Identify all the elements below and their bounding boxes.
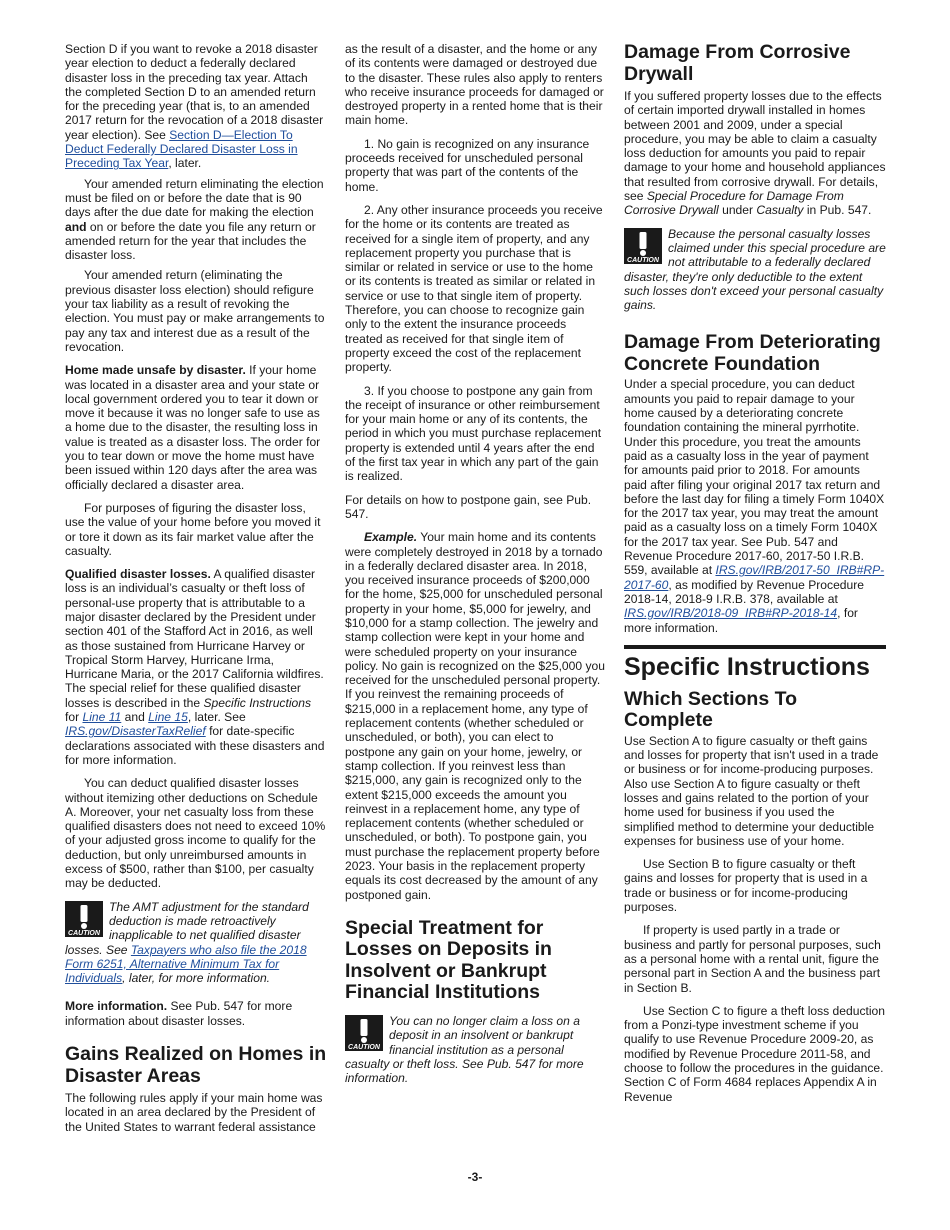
line-15-link[interactable]: Line 15 xyxy=(148,710,188,725)
column-1 xyxy=(65,42,327,1140)
paragraph: as the result of a disaster, and the home or any of its contents were damaged or destroyed due to the disaster. These rules also apply to renters who receive insurance proceeds for damaged or destroyed property in a rented home that is their main home. xyxy=(345,42,604,128)
caution-icon xyxy=(65,901,103,937)
paragraph: For details on how to postpone gain, see Pub. 547. xyxy=(345,492,592,521)
section-heading-concrete: Damage From Deteriorating Concrete Foundation xyxy=(624,331,881,375)
caution-note: CAUTION You can no longer claim a loss on a deposit in an insolvent or bankrupt financial institution as a personal casualty or theft loss. See Pub. 547 for more information. xyxy=(345,1013,584,1086)
caution-label: CAUTION xyxy=(68,929,100,937)
disaster-tax-relief-link[interactable]: IRS.gov/DisasterTaxRelief xyxy=(65,724,206,739)
run-in-heading: More information. xyxy=(65,999,168,1014)
paragraph: Qualified disaster losses. A qualified disaster loss is an individual’s casualty or theft loss of personal-use property that is attributable to a major disaster declared by the President under section 401 of the Stafford Act in 2016, as well as those sustained from Hurricane Harvey or Tropical Storm Harvey, Hurricane Irma, Hurricane Maria, or the 2017 California wildfires. The special relief for these qualified disaster losses is described in the Specific Instructions for Line 11 and Line 15, later. See IRS.gov/DisasterTaxRelief for date-specific declarations associated with these disasters and for more information. xyxy=(65,567,325,767)
example-label: Example. xyxy=(364,530,418,545)
caution-label: CAUTION xyxy=(348,1043,380,1051)
caution-note: CAUTION The AMT adjustment for the standard deduction is made retroactively inapplicable to net qualified disaster losses. See Taxpayers who also file the 2018 Form 6251, Alternative Minimum Tax for Individuals, later, for more information. xyxy=(65,899,309,986)
caution-icon xyxy=(624,228,662,264)
specific-instructions-heading: Specific Instructions xyxy=(624,652,870,681)
rp-2017-60-link[interactable]: IRS.gov/IRB/2017-50_IRB#RP-2017-60 xyxy=(624,563,885,592)
paragraph: Home made unsafe by disaster. If your home was located in a disaster area and your state or local government ordered you to tear it down or move it because it was no longer safe to use as a home due to the disaster, the resulting loss in value is treated as a disaster loss. The order for you to tear down or move the home must have been issued within 120 days after the area was officially declared a disaster area. xyxy=(65,363,321,492)
run-in-heading: Home made unsafe by disaster. xyxy=(65,363,246,378)
paragraph: Use Section B to figure casualty or theft gains and losses for property that is used in a trade or business or for income-producing purposes. xyxy=(624,857,868,915)
heading-rule xyxy=(624,645,886,649)
section-heading-gains: Gains Realized on Homes in Disaster Areas xyxy=(65,1043,327,1087)
paragraph: Use Section A to figure casualty or theft gains and losses for property that isn't used in a trade or business or for income-producing purposes. Also use Section A to figure casualty or theft losses and gains related to the portion of your home used for business if you used the simplified method to determine your deductible expenses for business use of your home. xyxy=(624,733,879,848)
section-heading-drywall: Damage From Corrosive Drywall xyxy=(624,41,851,85)
column-2 xyxy=(345,42,606,1093)
column-3 xyxy=(624,42,886,1110)
paragraph: Your amended return eliminating the election must be filed on or before the date that is 90 days after the due date for making the election and on or before the date you file any return or amended return for the year that includes the disaster loss. xyxy=(65,176,324,263)
paragraph: For purposes of figuring the disaster loss, use the value of your home before you moved it or tore it down as its fair market value after the casualty. xyxy=(65,500,321,558)
line-11-link[interactable]: Line 11 xyxy=(82,710,122,725)
paragraph: If property is used partly in a trade or business and partly for personal purposes, such as a personal home with a rental unit, figure the personal part in Section A and the business part in Section B. xyxy=(624,923,881,995)
paragraph: You can deduct qualified disaster losses without itemizing other deductions on Schedule A. Moreover, your net casualty loss from these qualified disasters does not need to exceed 10% of your adjusted gross income to qualify for the deduction, but only unreimbursed amounts in excess of $500, rather than $100, per casualty may be deducted. xyxy=(65,776,326,891)
section-heading-which-sections: Which Sections To Complete xyxy=(624,687,797,732)
caution-icon xyxy=(345,1015,383,1051)
rule-3: 3. If you choose to postpone any gain from the receipt of insurance or other reimbursement for your main home or any of its contents, the period in which you must purchase replacement property is extended until 4 years after the end of the first tax year in which any part of the gain is realized. xyxy=(345,383,602,484)
rule-1: 1. No gain is recognized on any insurance proceeds received for unscheduled personal property that was part of the contents of the home. xyxy=(345,136,590,194)
paragraph: Your amended return (eliminating the previous disaster loss election) should refigure your tax liability as a result of revoking the election. You must pay or make arrangements to pay any tax and interest due as a result of the revocation. xyxy=(65,268,325,354)
paragraph: More information. See Pub. 547 for more information about disaster losses. xyxy=(65,999,293,1028)
paragraph: If you suffered property losses due to the effects of certain imported drywall installed in homes between 2001 and 2009, under a special procedure, you may be able to claim a casualty loss deduction for amounts you paid to repair damage to your home and household appliances that resulted from corrosive drywall. For details, see Special Procedure for Damage From Corrosive Drywall under Casualty in Pub. 547. xyxy=(624,89,886,218)
run-in-heading: Qualified disaster losses. xyxy=(65,567,211,582)
example-paragraph: Example. Your main home and its contents were completely destroyed in 2018 by a tornado in a federally declared disaster area. In 2018, you received insurance proceeds of $200,000 for the home, $25,000 for unscheduled personal property in your home, $5,000 for jewelry, and $10,000 for a stamp collection. The jewelry and stamp collection were kept in your home and were scheduled property on your insurance policy. No gain is recognized on the $25,000 you received for the unscheduled personal property. If you reinvest the remaining proceeds of $215,000 in a replacement home, any type of replacement contents (whether scheduled or unscheduled, or both), you can elect to postpone any gain on your home, jewelry, or stamp collection. If you reinvest less than $215,000, any gain is recognized only to the extent $215,000 exceeds the amount you reinvest in a replacement home, any type of replacement contents (whether scheduled or unscheduled, or both). To postpone gain, you must purchase the replacement property before 2023. Your basis in the replacement property equals its cost decreased by the amount of any postponed gain. xyxy=(345,530,605,902)
rule-2: 2. Any other insurance proceeds you receive for the home or its contents are treated as received for a single item of property, and any replacement property you purchase that is similar or related in service or use to the home or its contents is treated as similar or related in service or use to that single item of property. Therefore, you can choose to recognize gain only to the extent the insurance proceeds treated as received for that single item of property exceed the cost of the replacement property. xyxy=(345,202,603,375)
section-heading-special-treatment: Special Treatment for Losses on Deposits in Insolvent or Bankrupt Financial Institutions xyxy=(345,916,552,1004)
paragraph: Use Section C to figure a theft loss deduction from a Ponzi-type investment scheme if you qualify to use Revenue Procedure 2009-20, as modified by Revenue Procedure 2011-58, and choose to follow the procedures in the guidance. Section C of Form 4684 replaces Appendix A in Revenue xyxy=(624,1003,886,1104)
paragraph: The following rules apply if your main home was located in an area declared by the President of the United States to warrant federal assistance xyxy=(65,1091,323,1134)
caution-label: CAUTION xyxy=(627,256,659,264)
paragraph: Under a special procedure, you can deduct amounts you paid to repair damage to your home caused by a deteriorating concrete foundation containing the mineral pyrrhotite. Under this procedure, you treat the amounts paid as a casualty loss in the year of payment for amounts paid prior to 2018. For amounts paid after filing your original 2017 tax return and before the last day for filing a timely Form 1040X for the 2017 tax year, you may treat the amount paid as a casualty loss on a timely Form 1040X for the 2017 tax year. See Pub. 547 and Revenue Procedure 2017-60, 2017-50 I.R.B. 559, available at IRS.gov/IRB/2017-50_IRB#RP-2017-60, as modified by Revenue Procedure 2018-14, 2018-9 I.R.B. 378, available at IRS.gov/IRB/2018-09_IRB#RP-2018-14, for more information. xyxy=(624,377,885,635)
paragraph: Section D if you want to revoke a 2018 disaster year election to deduct a federally declared disaster loss in the preceding tax year. Attach the completed Section D to an amended return for the preceding year (that is, to an amended 2017 return for the revocation of a 2018 disaster year election). See Section D—Election To Deduct Federally Declared Disaster Loss in Preceding Tax Year, later. xyxy=(65,42,324,171)
section-d-link[interactable]: Section D—Election To Deduct Federally Declared Disaster Loss in Preceding Tax Year xyxy=(65,127,298,171)
page-number: -3- xyxy=(467,1170,483,1184)
rp-2018-14-link[interactable]: IRS.gov/IRB/2018-09_IRB#RP-2018-14 xyxy=(624,606,838,621)
caution-note: CAUTION Because the personal casualty losses claimed under this special procedure are not attributable to a federally declared disaster, they're only deductible to the extent such losses don't exceed your personal casualty gains. xyxy=(624,226,886,313)
form-6251-link[interactable]: Taxpayers who also file the 2018 Form 6251, Alternative Minimum Tax for Individuals xyxy=(65,942,307,986)
